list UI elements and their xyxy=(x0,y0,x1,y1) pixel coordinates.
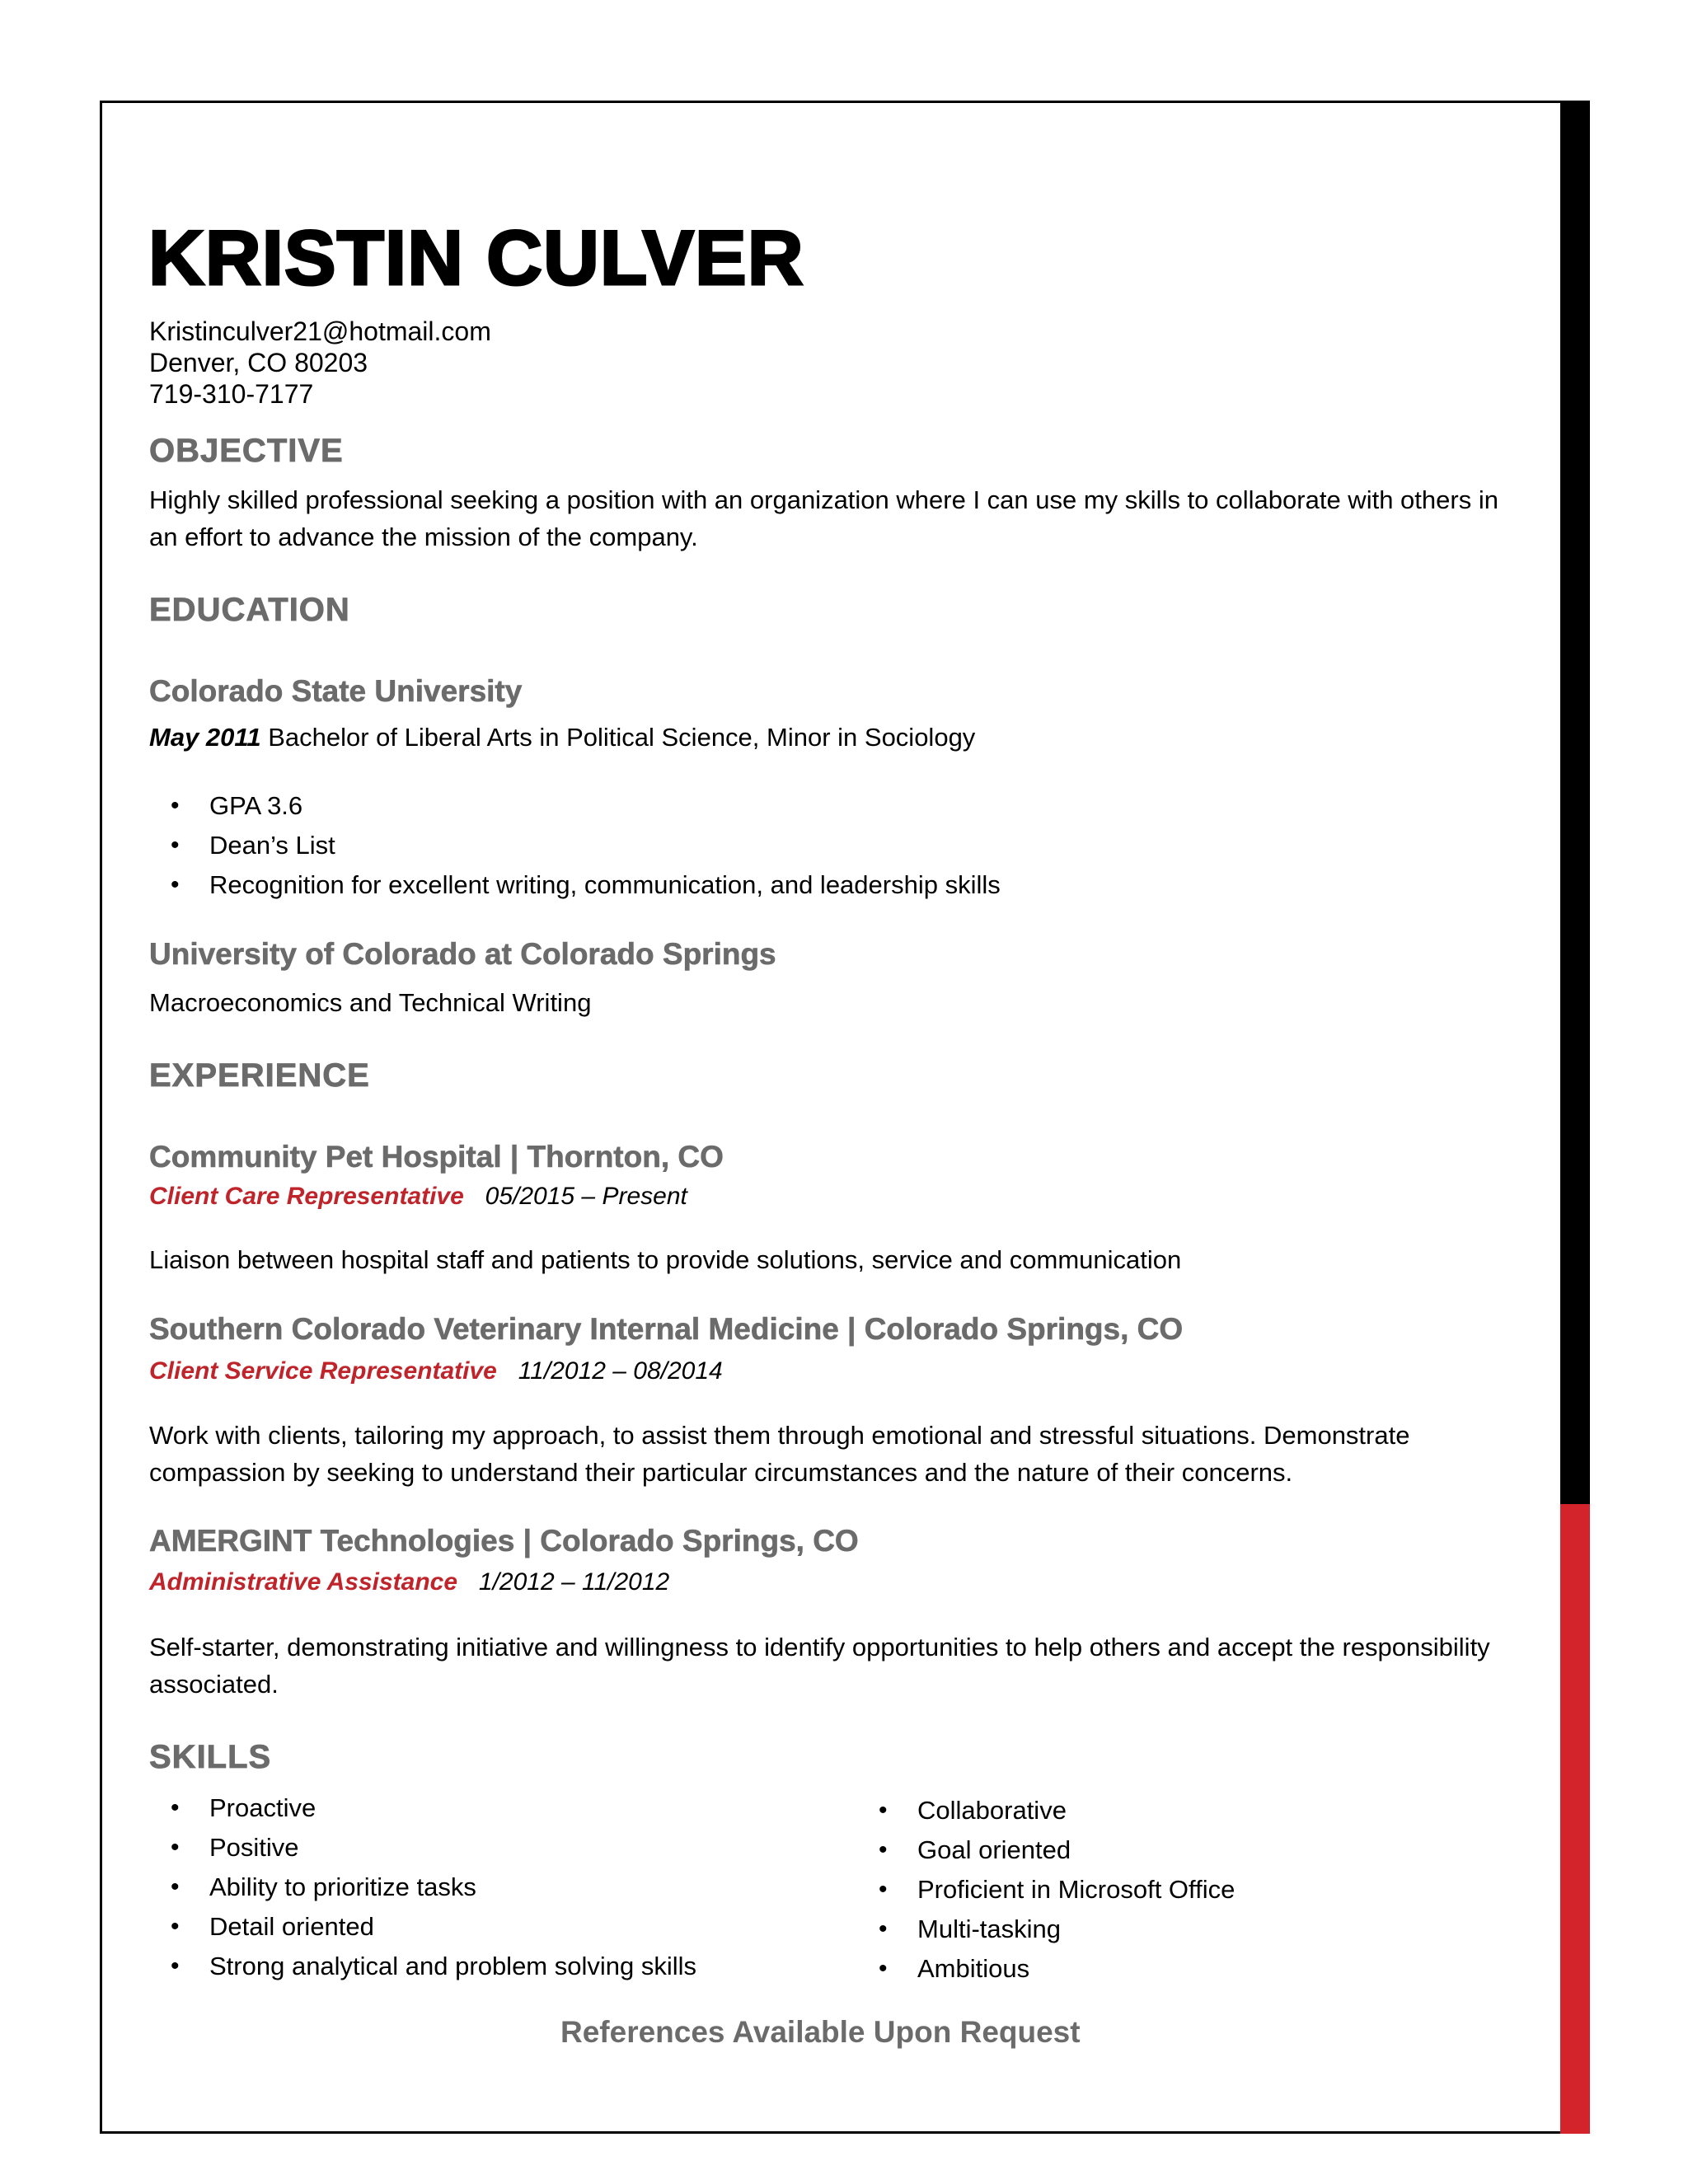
objective-text: Highly skilled professional seeking a position with an organization where I can use my skills to collaborate with others in an effort to advance the mission of the company. xyxy=(149,485,1498,551)
education-heading: EDUCATION xyxy=(149,592,350,628)
list-item: • GPA 3.6 xyxy=(149,786,1001,826)
list-item: • Proficient in Microsoft Office xyxy=(857,1870,1235,1910)
job-role-line xyxy=(149,1177,687,1215)
side-bar-red xyxy=(1560,1504,1590,2134)
job-role: Client Care Representative xyxy=(149,1183,464,1210)
list-item: • Detail oriented xyxy=(149,1907,696,1947)
list-item: • Ambitious xyxy=(857,1949,1235,1989)
list-item: • Proactive xyxy=(149,1788,696,1828)
job-description: Work with clients, tailoring my approach, to assist them through emotional and stressful situations. Demonstrate compassion by seeking to understand their particular circumstances and the nature of their concerns. xyxy=(149,1421,1410,1487)
job-description: Self-starter, demonstrating initiative and willingness to identify opportunities to help others and accept the responsibility associated. xyxy=(149,1633,1490,1699)
list-item: • Strong analytical and problem solving skills xyxy=(149,1947,696,1986)
school-detail-uccs: Macroeconomics and Technical Writing xyxy=(149,988,592,1017)
skills-list-right xyxy=(857,1791,1235,1989)
school-name-csu: Colorado State University xyxy=(149,674,523,708)
school-name-uccs: University of Colorado at Colorado Springs xyxy=(149,937,776,971)
job-role-line xyxy=(149,1563,669,1601)
employer-name: AMERGINT Technologies | Colorado Springs, CO xyxy=(149,1524,859,1558)
job-dates: 1/2012 – 11/2012 xyxy=(478,1568,670,1596)
experience-heading: EXPERIENCE xyxy=(149,1057,370,1094)
list-item: • Recognition for excellent writing, communication, and leadership skills xyxy=(149,865,1001,905)
list-item: • Collaborative xyxy=(857,1791,1235,1830)
list-item: • Goal oriented xyxy=(857,1830,1235,1870)
skills-list-left xyxy=(149,1788,696,1986)
degree-title: Bachelor of Liberal Arts in Political Science, Minor in Sociology xyxy=(268,723,976,752)
job-role-line xyxy=(149,1352,723,1390)
list-item: • Ability to prioritize tasks xyxy=(149,1868,696,1907)
list-item: • Positive xyxy=(149,1828,696,1868)
job-description: Liaison between hospital staff and patients to provide solutions, service and communication xyxy=(149,1245,1182,1274)
employer-name: Southern Colorado Veterinary Internal Medicine | Colorado Springs, CO xyxy=(149,1312,1184,1346)
objective-heading: OBJECTIVE xyxy=(149,433,344,469)
job-role: Client Service Representative xyxy=(149,1357,497,1385)
job-dates: 05/2015 – Present xyxy=(485,1183,687,1210)
degree-date: May 2011 xyxy=(149,723,261,752)
job-role: Administrative Assistance xyxy=(149,1568,458,1596)
employer-name: Community Pet Hospital | Thornton, CO xyxy=(149,1140,724,1174)
skills-heading: SKILLS xyxy=(149,1739,272,1775)
references-footer: References Available Upon Request xyxy=(560,2015,1081,2049)
contact-phone: 719-310-7177 xyxy=(149,379,314,409)
list-item: • Dean’s List xyxy=(149,826,1001,865)
degree-line xyxy=(149,719,975,756)
contact-location: Denver, CO 80203 xyxy=(149,348,368,377)
candidate-name: KRISTIN CULVER xyxy=(148,214,804,301)
education-bullet-list xyxy=(149,786,1001,905)
side-bar-black xyxy=(1560,101,1590,1504)
contact-email: Kristinculver21@hotmail.com xyxy=(149,316,491,346)
job-dates: 11/2012 – 08/2014 xyxy=(518,1357,723,1385)
list-item: • Multi-tasking xyxy=(857,1910,1235,1949)
